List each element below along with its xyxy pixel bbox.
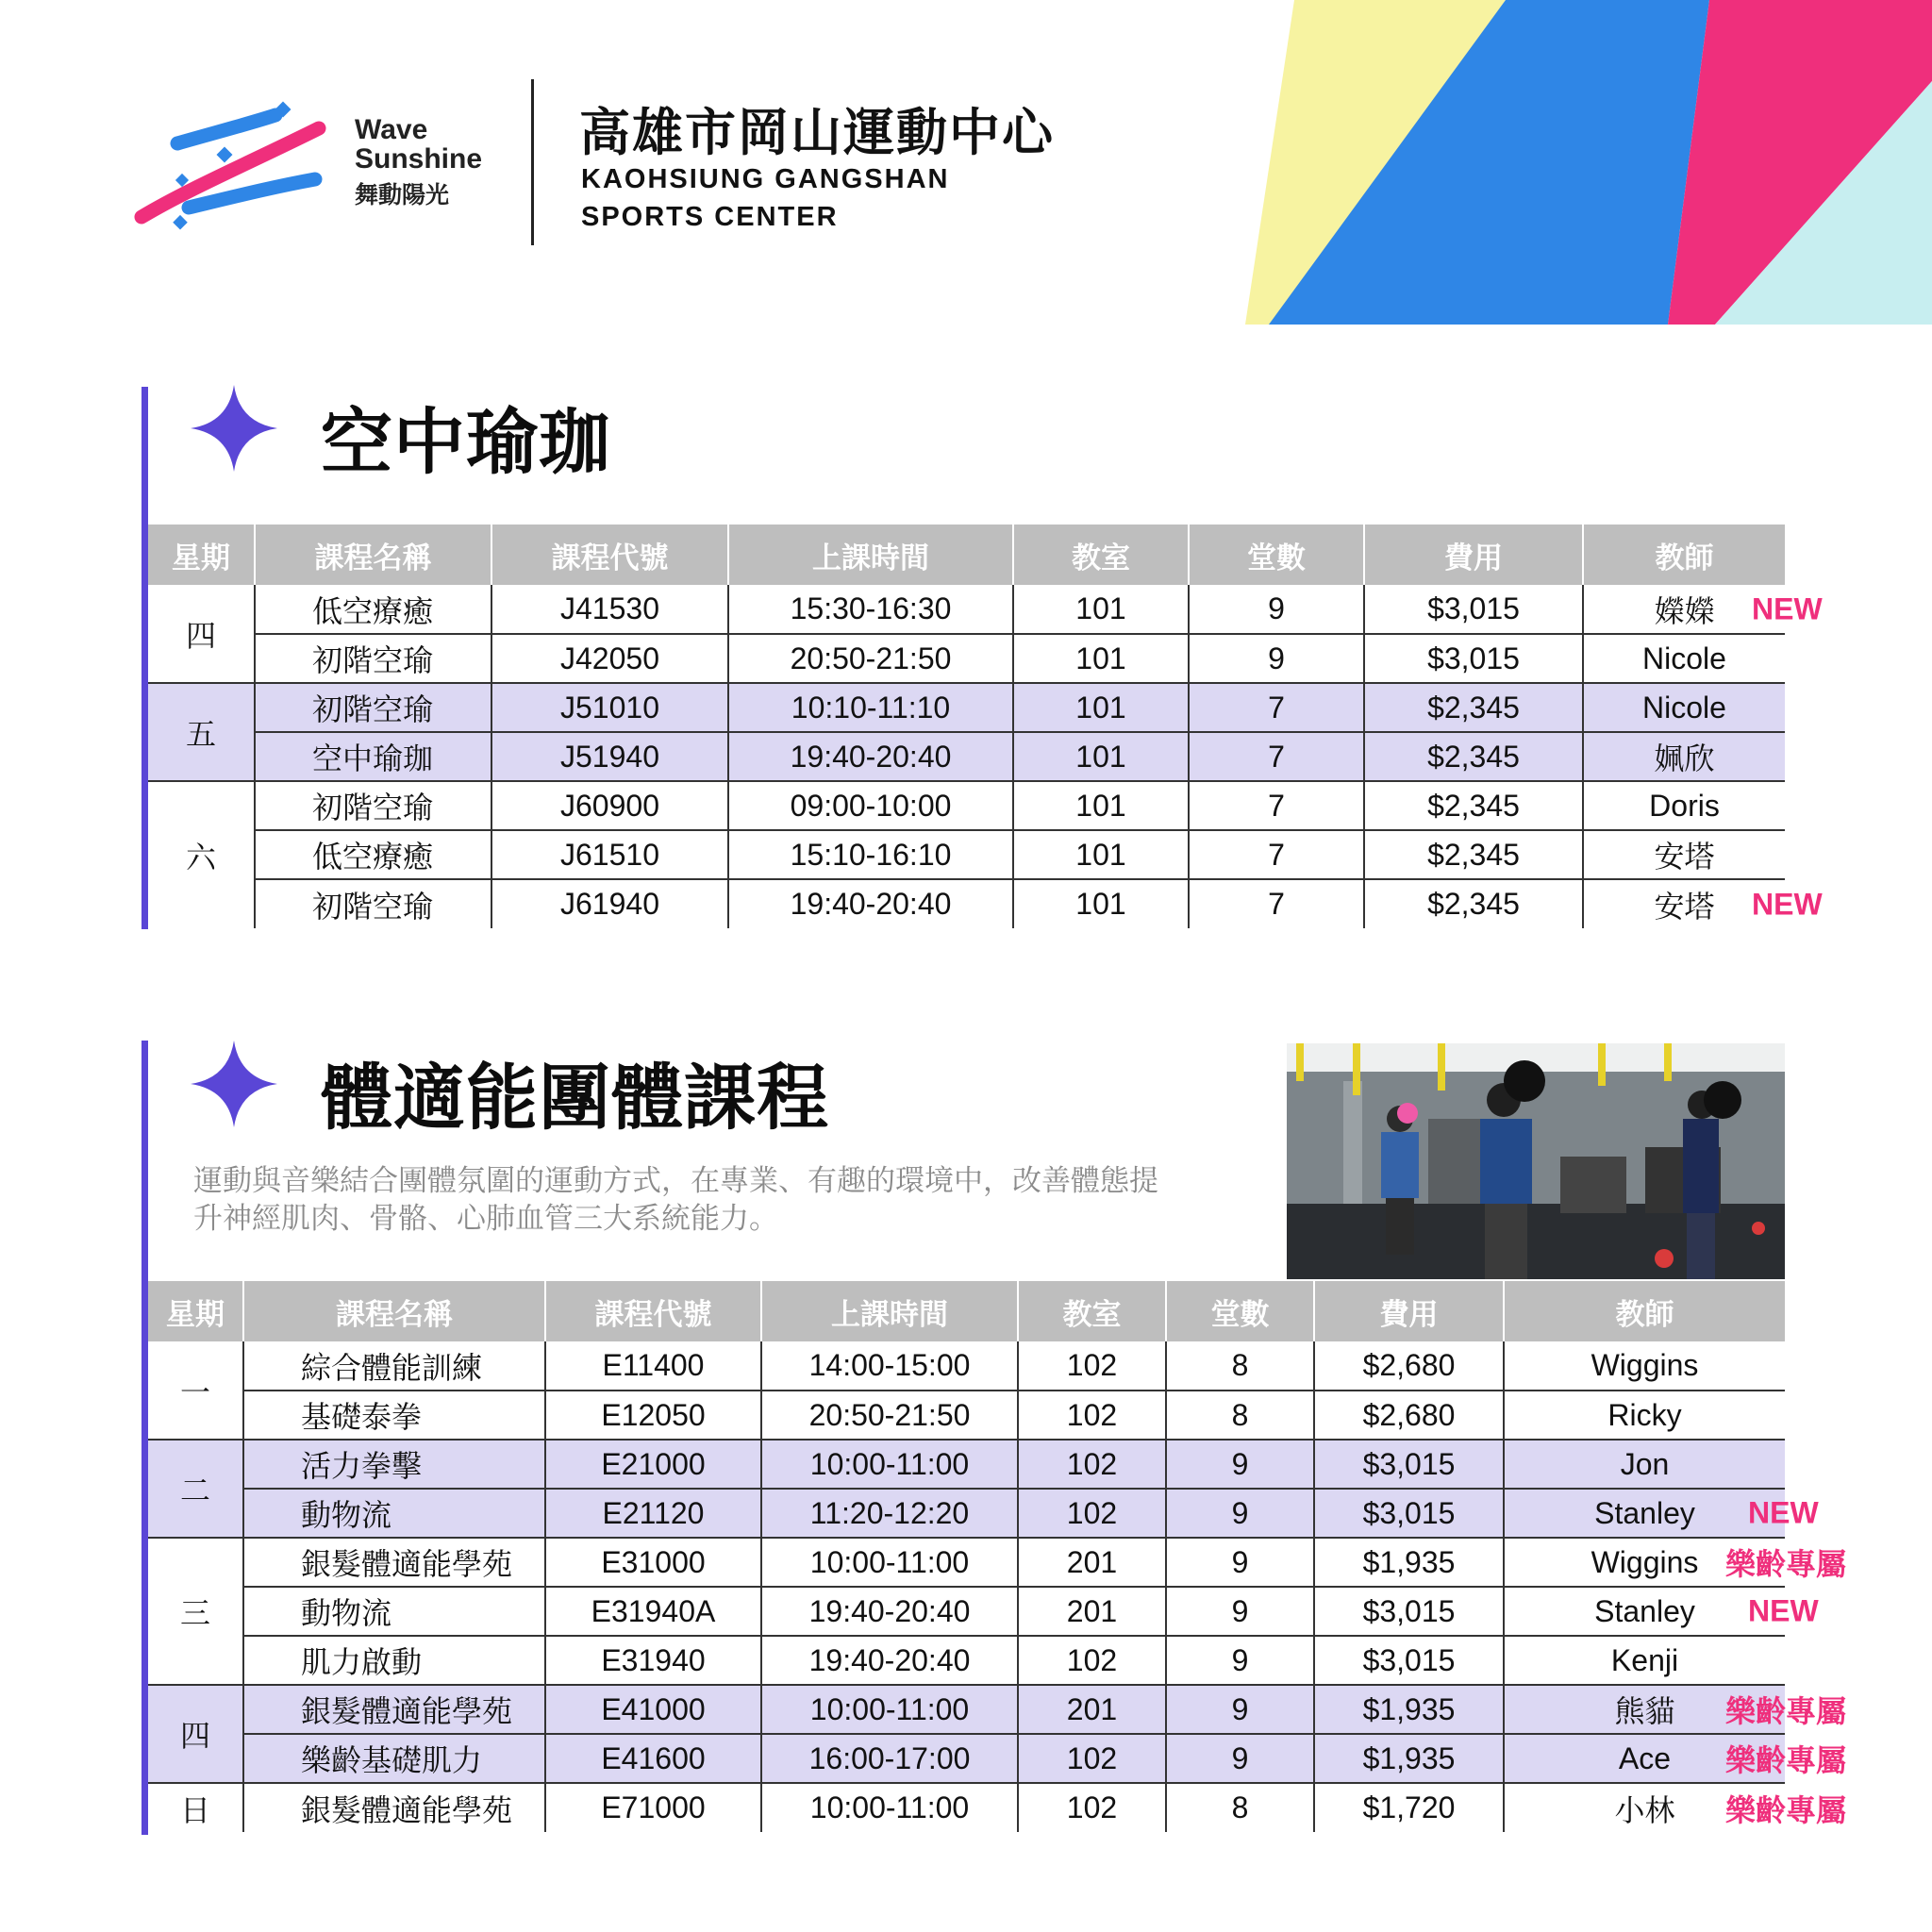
course-name-cell: 動物流 (243, 1489, 545, 1538)
room-cell: 201 (1018, 1587, 1166, 1636)
teacher-name: Doris (1649, 788, 1720, 823)
teacher-cell (1504, 1489, 1819, 1538)
teacher-cell (1504, 1636, 1785, 1685)
sessions-cell: 8 (1166, 1391, 1314, 1440)
day-cell: 一 (179, 1374, 210, 1409)
course-code-cell: J61940 (491, 879, 728, 928)
teacher-cell (1504, 1734, 1847, 1783)
table-row (148, 1636, 1785, 1685)
brand-en-line2: Sunshine (355, 143, 483, 175)
senior-exclusive-badge: 樂齡專屬 (1725, 1743, 1847, 1777)
class-time-cell: 10:00-11:00 (761, 1538, 1018, 1587)
table-row (148, 1783, 1785, 1832)
sessions-cell: 7 (1189, 879, 1364, 928)
teacher-cell (1504, 1538, 1847, 1587)
gym-class-photo (1287, 1043, 1785, 1279)
fee-cell: $1,935 (1314, 1538, 1504, 1587)
course-code-cell: J51010 (491, 683, 728, 732)
day-cell: 六 (148, 781, 255, 928)
column-header-day: 星期 (148, 1281, 243, 1341)
course-name-cell: 銀髮體適能學苑 (243, 1783, 545, 1832)
fee-cell: $3,015 (1314, 1636, 1504, 1685)
course-code-cell: E12050 (545, 1391, 761, 1440)
course-name-cell: 基礎泰拳 (243, 1391, 545, 1440)
course-name-cell: 初階空瑜 (255, 879, 491, 928)
teacher-name: Nicole (1642, 690, 1726, 724)
column-header-sessions: 堂數 (1189, 525, 1364, 585)
table-row (148, 683, 1785, 732)
column-header-fee: 費用 (1314, 1281, 1504, 1341)
room-cell: 102 (1018, 1636, 1166, 1685)
table-row (148, 732, 1785, 781)
room-cell: 102 (1018, 1440, 1166, 1489)
teacher-name: Kenji (1610, 1642, 1679, 1677)
course-code-cell: E11400 (545, 1341, 761, 1391)
class-time-cell: 15:10-16:10 (728, 830, 1013, 879)
table-row (148, 1489, 1785, 1538)
table-row (148, 1587, 1785, 1636)
column-header-course-code: 課程代號 (491, 525, 728, 585)
teacher-cell (1583, 732, 1785, 781)
center-name-zh: 高雄市岡山運動中心 (579, 105, 1055, 161)
teacher-name: 安塔 (1654, 889, 1715, 924)
course-name-cell: 初階空瑜 (255, 781, 491, 830)
room-cell: 102 (1018, 1391, 1166, 1440)
fee-cell: $1,935 (1314, 1685, 1504, 1734)
column-header-sessions: 堂數 (1166, 1281, 1314, 1341)
teacher-cell (1583, 585, 1823, 634)
aerial-schedule-table (148, 525, 1823, 928)
course-code-cell: J42050 (491, 634, 728, 683)
table-row (148, 1685, 1785, 1734)
teacher-name: Stanley (1594, 1495, 1695, 1530)
course-code-cell: E31940 (545, 1636, 761, 1685)
sessions-cell: 9 (1166, 1587, 1314, 1636)
class-time-cell: 20:50-21:50 (761, 1391, 1018, 1440)
center-name-en (581, 160, 949, 236)
teacher-name: 熊貓 (1614, 1694, 1675, 1728)
teacher-cell (1583, 879, 1823, 928)
teacher-name: 安塔 (1654, 840, 1715, 874)
class-time-cell: 19:40-20:40 (728, 879, 1013, 928)
day-cell: 日 (148, 1783, 243, 1832)
course-name-cell: 初階空瑜 (255, 683, 491, 732)
table-row (148, 879, 1785, 928)
fee-cell: $2,345 (1364, 879, 1583, 928)
table-row (148, 1391, 1785, 1440)
brand-zh: 舞動陽光 (355, 182, 450, 208)
day-cell: 二 (148, 1440, 243, 1538)
class-time-cell: 10:00-11:00 (761, 1783, 1018, 1832)
course-name-cell: 銀髮體適能學苑 (243, 1685, 545, 1734)
fee-cell: $3,015 (1364, 585, 1583, 634)
senior-exclusive-badge: 樂齡專屬 (1725, 1792, 1847, 1827)
teacher-name: Ricky (1607, 1397, 1682, 1432)
room-cell: 201 (1018, 1538, 1166, 1587)
course-code-cell: E21120 (545, 1489, 761, 1538)
class-time-cell: 11:20-12:20 (761, 1489, 1018, 1538)
course-code-cell: J41530 (491, 585, 728, 634)
teacher-cell (1583, 683, 1785, 732)
class-time-cell: 14:00-15:00 (761, 1341, 1018, 1391)
sessions-cell: 9 (1189, 634, 1364, 683)
teacher-cell (1504, 1587, 1819, 1636)
sessions-cell: 9 (1166, 1685, 1314, 1734)
column-header-fee: 費用 (1364, 525, 1583, 585)
column-header-course-code: 課程代號 (545, 1281, 761, 1341)
fee-cell: $2,345 (1364, 781, 1583, 830)
column-header-teacher: 教師 (1583, 525, 1785, 585)
teacher-name: Ace (1618, 1740, 1672, 1775)
class-time-cell: 20:50-21:50 (728, 634, 1013, 683)
day-cell: 四 (185, 618, 216, 653)
teacher-name: Nicole (1642, 641, 1726, 675)
diamond-icon (191, 1041, 277, 1127)
senior-exclusive-badge: 樂齡專屬 (1725, 1694, 1847, 1728)
table-header-row (148, 1281, 1785, 1341)
sessions-cell: 9 (1166, 1440, 1314, 1489)
fee-cell: $3,015 (1314, 1587, 1504, 1636)
room-cell: 201 (1018, 1685, 1166, 1734)
teacher-name: 姵欣 (1654, 741, 1715, 775)
sessions-cell: 7 (1189, 781, 1364, 830)
class-time-cell: 19:40-20:40 (761, 1587, 1018, 1636)
teacher-name: 嬫嬫 (1654, 593, 1715, 628)
class-time-cell: 16:00-17:00 (761, 1734, 1018, 1783)
sessions-cell: 8 (1166, 1341, 1314, 1391)
day-cell: 五 (148, 683, 255, 781)
room-cell: 101 (1013, 634, 1189, 683)
aerial-section-title: 空中瑜珈 (321, 403, 611, 483)
course-name-cell: 低空療癒 (255, 585, 491, 634)
new-badge: NEW (1752, 591, 1823, 625)
course-code-cell: E71000 (545, 1783, 761, 1832)
new-badge: NEW (1748, 1593, 1819, 1628)
senior-exclusive-badge: 樂齡專屬 (1725, 1547, 1847, 1581)
wave-sunshine-logo (132, 94, 340, 236)
teacher-cell (1504, 1391, 1785, 1440)
sessions-cell: 9 (1166, 1636, 1314, 1685)
class-time-cell: 10:00-11:00 (761, 1440, 1018, 1489)
column-header-class-time: 上課時間 (728, 525, 1013, 585)
teacher-cell (1504, 1440, 1785, 1489)
room-cell: 101 (1013, 585, 1189, 634)
teacher-cell (1504, 1685, 1847, 1734)
fitness-section-title: 體適能團體課程 (321, 1058, 829, 1139)
table-row (148, 1538, 1785, 1587)
course-name-cell: 肌力啟動 (243, 1636, 545, 1685)
room-cell: 101 (1013, 879, 1189, 928)
course-code-cell: E31000 (545, 1538, 761, 1587)
fee-cell: $1,935 (1314, 1734, 1504, 1783)
course-name-cell: 銀髮體適能學苑 (243, 1538, 545, 1587)
table-row (148, 830, 1785, 879)
teacher-name: 小林 (1614, 1792, 1675, 1827)
table-row (148, 1440, 1785, 1489)
fitness-description-line1: 運動與音樂結合團體氛圍的運動方式，在專業、有趣的環境中，改善體態提 (193, 1164, 1158, 1197)
course-name-cell: 初階空瑜 (255, 634, 491, 683)
teacher-cell (1583, 634, 1785, 683)
room-cell: 101 (1013, 830, 1189, 879)
room-cell: 101 (1013, 732, 1189, 781)
teacher-cell (1583, 781, 1785, 830)
table-header-row (148, 525, 1785, 585)
fitness-description (193, 1162, 1250, 1238)
room-cell: 101 (1013, 781, 1189, 830)
table-row (148, 634, 1785, 683)
column-header-room: 教室 (1013, 525, 1189, 585)
course-code-cell: J61510 (491, 830, 728, 879)
course-name-cell: 活力拳擊 (243, 1440, 545, 1489)
teacher-cell (1504, 1783, 1847, 1832)
table-row (148, 1734, 1785, 1783)
course-code-cell: E41000 (545, 1685, 761, 1734)
class-time-cell: 19:40-20:40 (728, 732, 1013, 781)
day-cell: 三 (148, 1538, 243, 1685)
room-cell: 102 (1018, 1489, 1166, 1538)
class-time-cell: 10:00-11:00 (761, 1685, 1018, 1734)
center-name-en-line2: SPORTS CENTER (581, 202, 839, 232)
sessions-cell: 9 (1166, 1734, 1314, 1783)
sessions-cell: 7 (1189, 683, 1364, 732)
class-time-cell: 10:10-11:10 (728, 683, 1013, 732)
fee-cell: $2,345 (1364, 732, 1583, 781)
course-name-cell: 動物流 (243, 1587, 545, 1636)
column-header-course-name: 課程名稱 (255, 525, 491, 585)
table-row (148, 1341, 1785, 1391)
fee-cell: $3,015 (1314, 1489, 1504, 1538)
day-cell: 四 (148, 1685, 243, 1783)
aerial-section-bar (142, 387, 148, 929)
teacher-name: Wiggins (1591, 1544, 1699, 1579)
course-name-cell: 空中瑜珈 (255, 732, 491, 781)
course-code-cell: E21000 (545, 1440, 761, 1489)
sessions-cell: 9 (1166, 1538, 1314, 1587)
teacher-cell (1583, 830, 1785, 879)
new-badge: NEW (1752, 887, 1823, 921)
course-name-cell: 低空療癒 (255, 830, 491, 879)
new-badge: NEW (1748, 1495, 1819, 1530)
room-cell: 102 (1018, 1341, 1166, 1391)
room-cell: 102 (1018, 1734, 1166, 1783)
column-header-teacher: 教師 (1504, 1281, 1785, 1341)
teacher-name: Wiggins (1591, 1348, 1699, 1382)
course-name-cell: 綜合體能訓練 (243, 1341, 545, 1391)
sessions-cell: 7 (1189, 732, 1364, 781)
sessions-cell: 9 (1189, 585, 1364, 634)
fee-cell: $2,680 (1314, 1391, 1504, 1440)
course-code-cell: E41600 (545, 1734, 761, 1783)
teacher-name: Stanley (1594, 1593, 1695, 1628)
fee-cell: $3,015 (1314, 1440, 1504, 1489)
teacher-name: Jon (1620, 1446, 1670, 1481)
fitness-description-line2: 升神經肌肉、骨骼、心肺血管三大系統能力。 (193, 1202, 778, 1235)
table-row (148, 781, 1785, 830)
fee-cell: $2,680 (1314, 1341, 1504, 1391)
room-cell: 102 (1018, 1783, 1166, 1832)
room-cell: 101 (1013, 683, 1189, 732)
brand-name (355, 115, 482, 211)
class-time-cell: 09:00-10:00 (728, 781, 1013, 830)
sessions-cell: 7 (1189, 830, 1364, 879)
header-divider (531, 79, 534, 245)
class-time-cell: 15:30-16:30 (728, 585, 1013, 634)
sessions-cell: 9 (1166, 1489, 1314, 1538)
column-header-day: 星期 (148, 525, 255, 585)
column-header-course-name: 課程名稱 (243, 1281, 545, 1341)
brand-en-line1: Wave (355, 114, 428, 145)
fee-cell: $2,345 (1364, 683, 1583, 732)
column-header-class-time: 上課時間 (761, 1281, 1018, 1341)
fee-cell: $2,345 (1364, 830, 1583, 879)
course-name-cell: 樂齡基礎肌力 (243, 1734, 545, 1783)
course-code-cell: J60900 (491, 781, 728, 830)
fitness-section-bar (142, 1041, 148, 1835)
class-time-cell: 19:40-20:40 (761, 1636, 1018, 1685)
fee-cell: $1,720 (1314, 1783, 1504, 1832)
fee-cell: $3,015 (1364, 634, 1583, 683)
fitness-schedule-table (148, 1281, 1847, 1832)
sessions-cell: 8 (1166, 1783, 1314, 1832)
course-code-cell: E31940A (545, 1587, 761, 1636)
diamond-icon (191, 385, 277, 472)
center-name-en-line1: KAOHSIUNG GANGSHAN (581, 164, 950, 194)
column-header-room: 教室 (1018, 1281, 1166, 1341)
teacher-cell (1504, 1341, 1785, 1391)
course-code-cell: J51940 (491, 732, 728, 781)
table-row (148, 585, 1785, 634)
